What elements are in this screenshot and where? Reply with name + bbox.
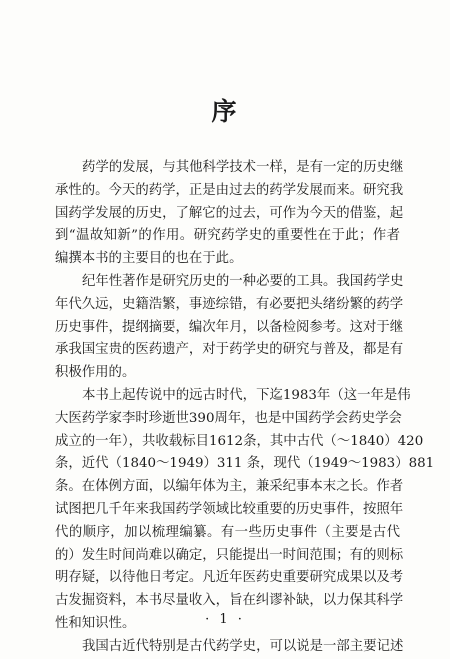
text-line: 大医药学家李时珍逝世390周年，也是中国药学会药史学会 [55,410,402,426]
body-text [55,157,435,659]
text-line: 承我国宝贵的医药遗产，对于药学史的研究与普及，都是有 [55,342,404,358]
text-line: 的）发生时间尚难以确定，只能提出一时间范围；有的则标 [55,547,404,563]
text-line: 药学的发展，与其他科学技术一样，是有一定的历史继 [82,160,404,175]
text-line: 我国古近代特别是古代药学史，可以说是一部主要记述 [82,638,404,654]
text-line: 条。在体例方面，以编年体为主，兼采纪事本末之长。作者 [55,479,404,495]
text-line: 编撰本书的主要目的也在于此。 [55,251,243,267]
text-line: 积极作用的。 [55,365,136,381]
text-line: 纪年性著作是研究历史的一种必要的工具。我国药学史 [82,273,404,289]
text-line: 性和知识性。 [55,615,136,631]
text-line: 历史事件，提纲摘要，编次年月，以备检阅参考。这对于继 [55,319,404,335]
text-line: 古发掘资料，本书尽量收入，旨在纠谬补缺，以力保其科学 [55,593,404,609]
text-line: 到“温故知新”的作用。研究药学史的重要性在于此；作者 [55,228,400,244]
text-line: 代的顺序，加以梳理编纂。有一些历史事件（主要是古代 [55,524,400,540]
page-title: 序 [211,97,239,126]
page-number: · 1 · [205,612,245,627]
text-line: 年代久远，史籍浩繁，事迹综错，有必要把头绪纷繁的药学 [55,296,404,312]
text-line: 条，近代（1840～1949）311 条，现代（1949～1983）881 [55,456,435,472]
text-line: 成立的一年），共收载标目1612条，其中古代（～1840）420 [55,433,424,449]
text-line: 明存疑，以待他日考定。凡近年医药史重要研究成果以及考 [55,570,404,586]
text-line: 本书上起传说中的远古时代，下迄1983年（这一年是伟 [82,387,411,403]
text-line: 试图把几千年来我国药学领域比较重要的历史事件，按照年 [55,501,404,517]
text-line: 承性的。今天的药学，正是由过去的药学发展而来。研究我 [55,182,404,198]
text-line: 国药学发展的历史，了解它的过去，可作为今天的借鉴，起 [55,205,404,221]
